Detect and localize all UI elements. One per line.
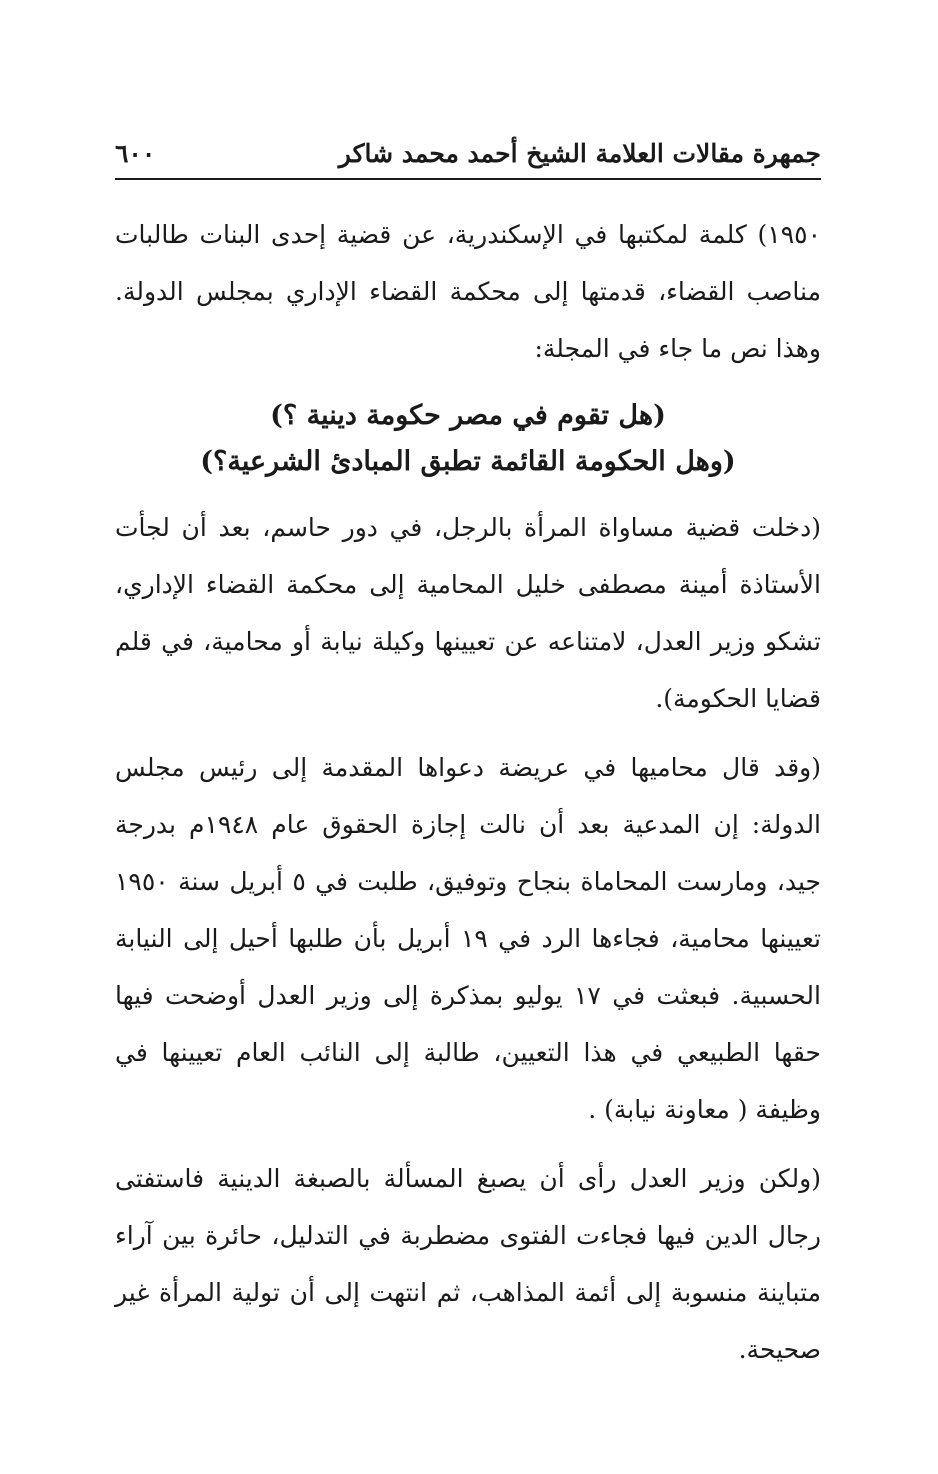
headline-line-2: (وهل الحكومة القائمة تطبق المبادئ الشرعية؟) [200,446,736,477]
page-header [115,128,821,178]
section-headline [115,393,821,485]
intro-paragraph: ١٩٥٠) كلمة لمكتبها في الإسكندرية، عن قضية إحدى البنات طالبات مناصب القضاء، قدمتها إلى محكمة القضاء الإداري بمجلس الدولة. وهذا نص ما جاء في المجلة: [115,220,821,363]
body-text [115,206,821,1378]
paragraph-3: (ولكن وزير العدل رأى أن يصبغ المسألة بالصبغة الدينية فاستفتى رجال الدين فيها فجاءت الفتوى مضطربة في التدليل، حائرة بين آراء متباينة منسوبة إلى أئمة المذاهب، ثم انتهت إلى أن تولية المرأة غير صحيحة. [115,1164,822,1364]
headline-line-1: (هل تقوم في مصر حكومة دينية ؟) [270,400,666,431]
running-title: جمهرة مقالات العلامة الشيخ أحمد محمد شاكر [338,138,821,168]
paragraph-1: (دخلت قضية مساواة المرأة بالرجل، في دور حاسم، بعد أن لجأت الأستاذة أمينة مصطفى خليل المحامية إلى محكمة القضاء الإداري، تشكو وزير العدل، لامتناعه عن تعيينها وكيلة نيابة أو محامية، في قلم قضايا الحكومة). [115,513,821,713]
page-number: ٦٠٠ [115,138,156,168]
header-rule [115,178,821,180]
paragraph-2: (وقد قال محاميها في عريضة دعواها المقدمة إلى رئيس مجلس الدولة: إن المدعية بعد أن نالت إجازة الحقوق عام ١٩٤٨م بدرجة جيد، ومارست المحاماة بنجاح وتوفيق، طلبت في ٥ أبريل سنة ١٩٥٠ تعيينها محامية، فجاءها الرد في ١٩ أبريل بأن طلبها أحيل إلى النيابة الحسبية. فبعثت في ١٧ يوليو بمذكرة إلى وزير العدل أوضحت فيها حقها الطبيعي في هذا التعيين، طالبة إلى النائب العام تعيينها في وظيفة ( معاونة نيابة) . [115,753,822,1124]
